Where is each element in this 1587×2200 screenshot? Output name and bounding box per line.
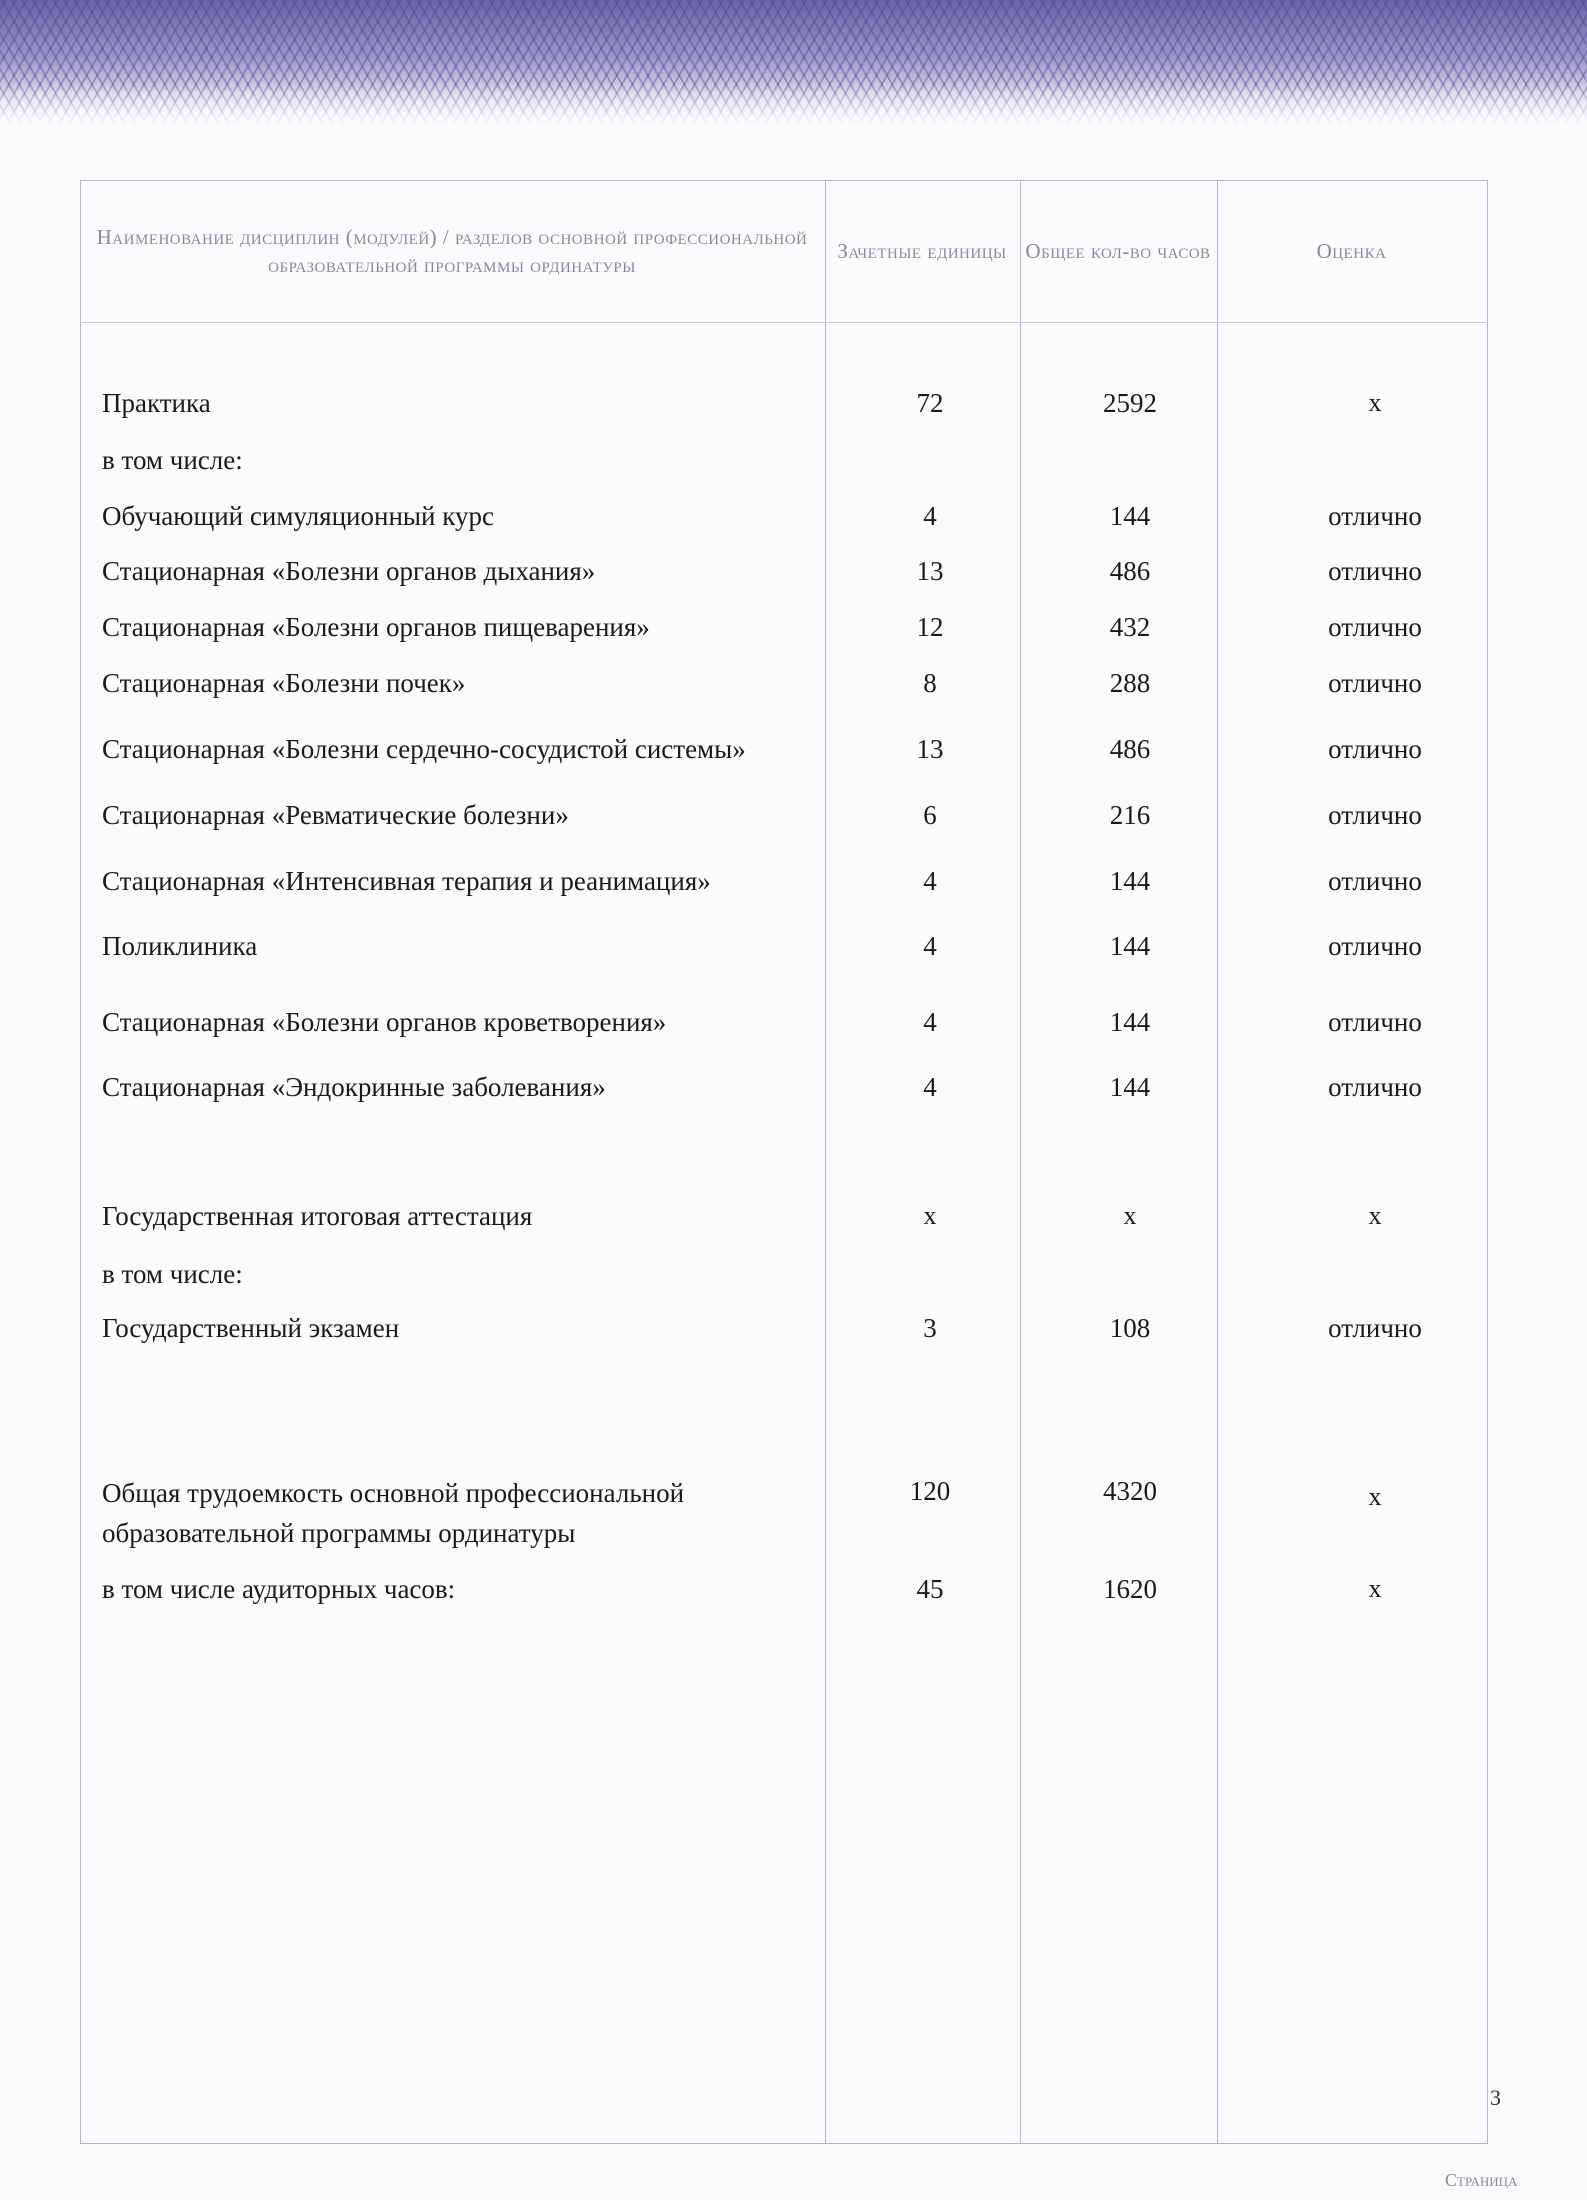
row-grade: отлично [1328,1007,1422,1037]
row-grade: отлично [1328,800,1422,830]
row-hours: 144 [1109,931,1151,961]
row-grade: x [1368,388,1382,417]
row-name: Стационарная «Интенсивная терапия и реанимация» [102,866,711,896]
table-row [0,1069,1587,1109]
row-grade: отлично [1328,931,1422,961]
row-units: 4 [923,931,937,961]
row-name: Стационарная «Болезни сердечно-сосудистой системы» [102,734,746,764]
row-hours: 216 [1109,800,1151,830]
row-hours: 144 [1109,1072,1151,1102]
row-name: Общая трудоемкость основной профессиональной образовательной программы ординатуры [102,1478,685,1548]
table-row [0,1256,1587,1296]
table-row [0,442,1587,482]
row-name: Стационарная «Болезни органов пищеварения» [102,612,650,642]
header-grade: Оценка [1316,239,1387,263]
row-units: 72 [916,388,944,418]
row-name: в том числе: [102,445,243,475]
row-hours: x [1123,1201,1137,1230]
row-grade: отлично [1328,1313,1422,1343]
row-units: x [923,1201,937,1230]
row-units: 13 [916,734,944,764]
table-row [0,863,1587,903]
row-name: Стационарная «Болезни почек» [102,668,466,698]
row-name: Практика [102,388,211,418]
row-grade: отлично [1328,866,1422,896]
row-units: 8 [923,668,937,698]
table-row [0,665,1587,705]
row-hours: 486 [1109,734,1151,764]
row-grade: x [1368,1482,1382,1511]
row-name: Обучающий симуляционный курс [102,501,494,531]
row-name: Стационарная «Болезни органов кроветворения» [102,1007,667,1037]
row-grade: отлично [1328,668,1422,698]
row-grade: отлично [1328,501,1422,531]
footer-label: Страница [1445,2170,1518,2190]
table-row [0,928,1587,968]
row-units: 6 [923,800,937,830]
row-units: 4 [923,1072,937,1102]
header-discipline-name: Наименование дисциплин (модулей) / разделов основной профессиональной образовательной программы ординатуры [96,225,808,277]
table-row [0,731,1587,771]
row-name: Поликлиника [102,931,258,961]
row-units: 4 [923,866,937,896]
header-divider [80,322,1486,323]
row-name: Стационарная «Ревматические болезни» [102,800,569,830]
row-hours: 1620 [1103,1574,1157,1604]
row-units: 12 [916,612,944,642]
table-row [0,609,1587,649]
row-hours: 4320 [1103,1476,1157,1506]
table-row [0,1198,1587,1238]
row-grade: отлично [1328,734,1422,764]
table-row [0,1473,1587,1557]
header-total-hours: Общее кол-во часов [1025,239,1211,263]
row-hours: 486 [1109,556,1151,586]
row-hours: 2592 [1103,388,1157,418]
row-hours: 432 [1109,612,1151,642]
guilloche-border-decoration [0,0,1587,125]
row-units: 13 [916,556,944,586]
row-hours: 144 [1109,1007,1151,1037]
row-name: в том числе: [102,1259,243,1289]
table-row [0,498,1587,538]
page-number: 3 [1490,2085,1501,2110]
table-row [0,1004,1587,1044]
row-units: 4 [923,501,937,531]
table-row [0,385,1587,425]
row-hours: 144 [1109,866,1151,896]
table-row [0,1571,1587,1611]
row-grade: отлично [1328,612,1422,642]
table-row [0,1310,1587,1350]
row-units: 4 [923,1007,937,1037]
row-units: 120 [909,1476,951,1506]
row-units: 45 [916,1574,944,1604]
row-hours: 144 [1109,501,1151,531]
row-name: Стационарная «Болезни органов дыхания» [102,556,596,586]
row-units: 3 [923,1313,937,1343]
header-credit-units: Зачетные единицы [837,239,1007,263]
row-name: в том числе аудиторных часов: [102,1574,456,1604]
row-name: Государственная итоговая аттестация [102,1201,533,1231]
row-hours: 108 [1109,1313,1151,1343]
table-row [0,553,1587,593]
row-grade: отлично [1328,556,1422,586]
row-grade: x [1368,1201,1382,1230]
row-grade: отлично [1328,1072,1422,1102]
row-name: Государственный экзамен [102,1313,400,1343]
row-hours: 288 [1109,668,1151,698]
row-name: Стационарная «Эндокринные заболевания» [102,1072,606,1102]
row-grade: x [1368,1574,1382,1603]
table-row [0,797,1587,837]
